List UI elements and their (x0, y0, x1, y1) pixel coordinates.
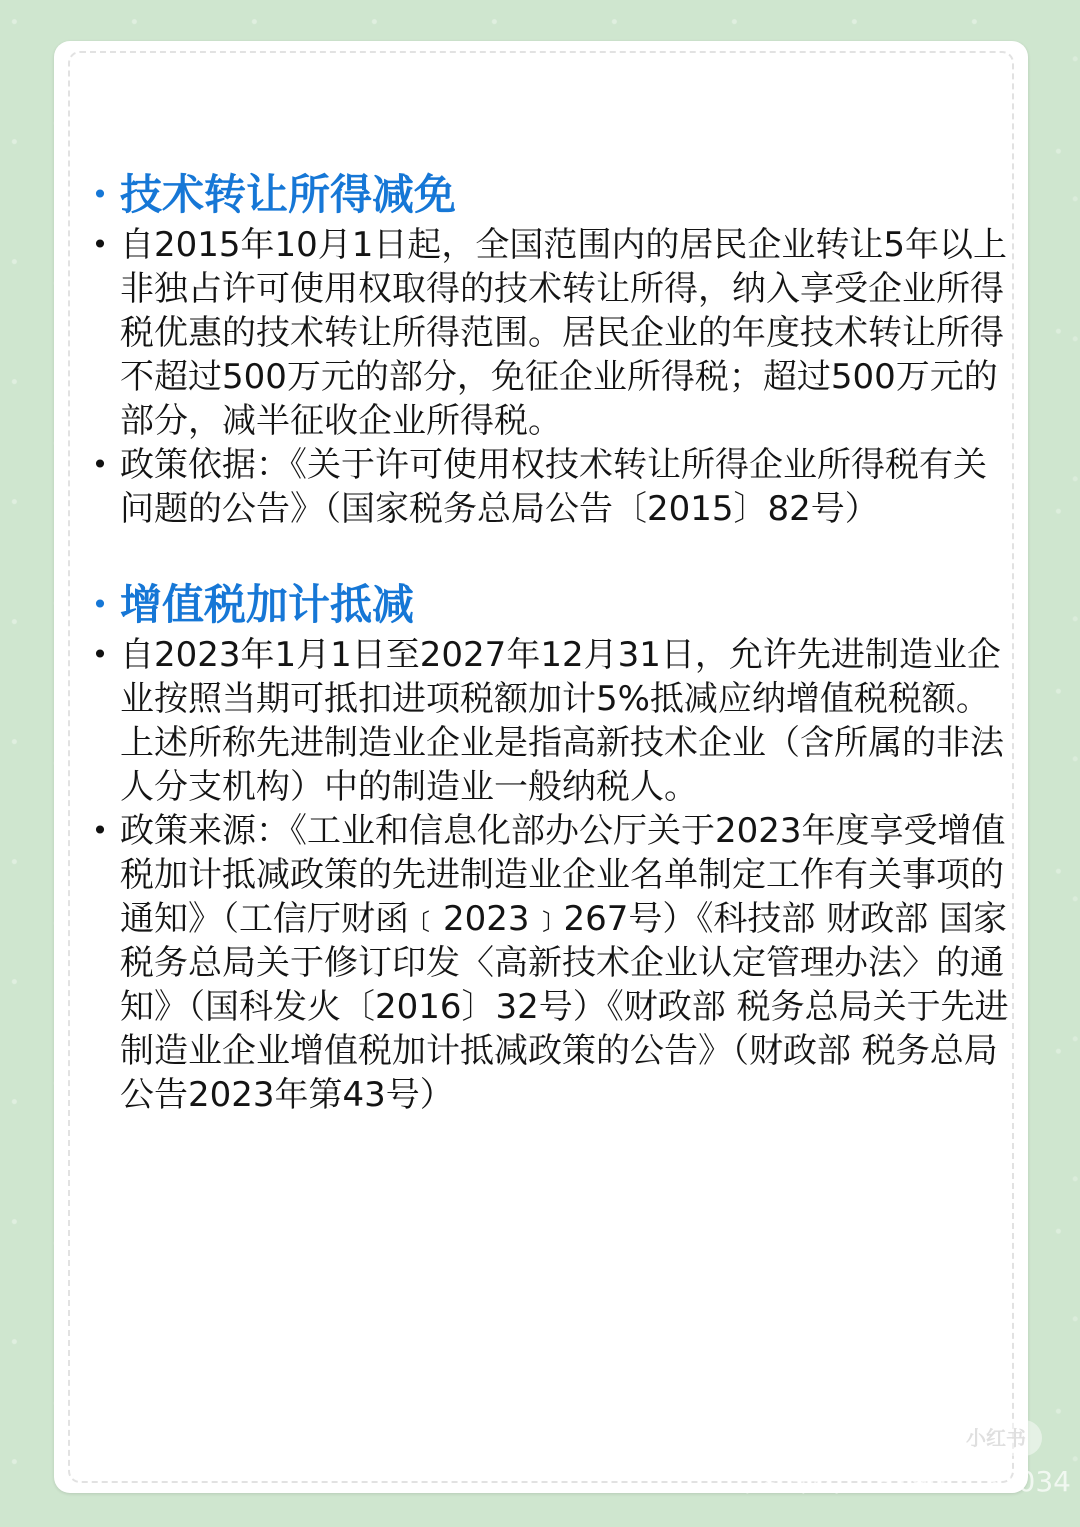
policy-item-text (120, 223, 1010, 443)
black-bullet-icon: • (91, 448, 109, 481)
section-heading-row (80, 167, 1010, 223)
section-vat-additional-deduction (80, 577, 1010, 1117)
content-card (54, 41, 1028, 1493)
policy-paragraph: 自2015年10月1日起，全国范围内的居民企业转让5年以上非独占许可使用权取得的技术转让所得，纳入享受企业所得税优惠的技术转让所得范围。居民企业的年度技术转让所得不超过500万元的部分，免征企业所得税；超过500万元的部分，减半征收企业所得税。 (120, 225, 1008, 441)
black-bullet-icon: • (91, 814, 109, 847)
blue-bullet-icon: • (91, 178, 109, 211)
watermark-logo-text: 小红书 (966, 1426, 1026, 1450)
policy-item-2 (80, 443, 1010, 531)
section-technology-transfer (80, 167, 1010, 531)
policy-item-3 (80, 633, 1010, 809)
policy-item-text (120, 443, 1010, 531)
policy-paragraph: 上述所称先进制造业企业是指高新技术企业（含所属的非法人分支机构）中的制造业一般纳税人。 (120, 723, 1004, 807)
black-bullet-icon: • (91, 638, 109, 671)
policy-item-4 (80, 809, 1010, 1117)
policy-item-1 (80, 223, 1010, 443)
section-heading-row (80, 577, 1010, 633)
policy-basis-paragraph: 政策依据：《关于许可使用权技术转让所得企业所得税有关问题的公告》（国家税务总局公告〔2015〕82号） (120, 445, 987, 529)
section-heading-vat-additional-deduction: 增值税加计抵减 (120, 580, 415, 629)
policy-source-paragraph: 政策来源：《工业和信息化部办公厅关于2023年度享受增值税加计抵减政策的先进制造业企业名单制定工作有关事项的通知》（工信厅财函﹝2023﹞267号）《科技部 财政部 国家税务总局关于修订印发〈高新技术企业认定管理办法〉的通知》（国科发火〔2016〕32号）《财政部 税务总局关于先进制造业企业增值税加计抵减政策的公告》（财政部 税务总局公告2023年第43号） (120, 811, 1009, 1115)
section-heading-technology-transfer: 技术转让所得减免 (120, 170, 457, 219)
policy-paragraph: 自2023年1月1日至2027年12月31日，允许先进制造业企业按照当期可抵扣进项税额加计5%抵减应纳增值税税额。 (120, 635, 1001, 719)
blue-bullet-icon: • (91, 588, 109, 621)
black-bullet-icon: • (91, 228, 109, 261)
policy-item-text (120, 809, 1010, 1117)
policy-item-text (120, 633, 1010, 809)
watermark-id: 小红书号：81900031034 (735, 1465, 1071, 1498)
policy-content (80, 167, 1010, 1163)
